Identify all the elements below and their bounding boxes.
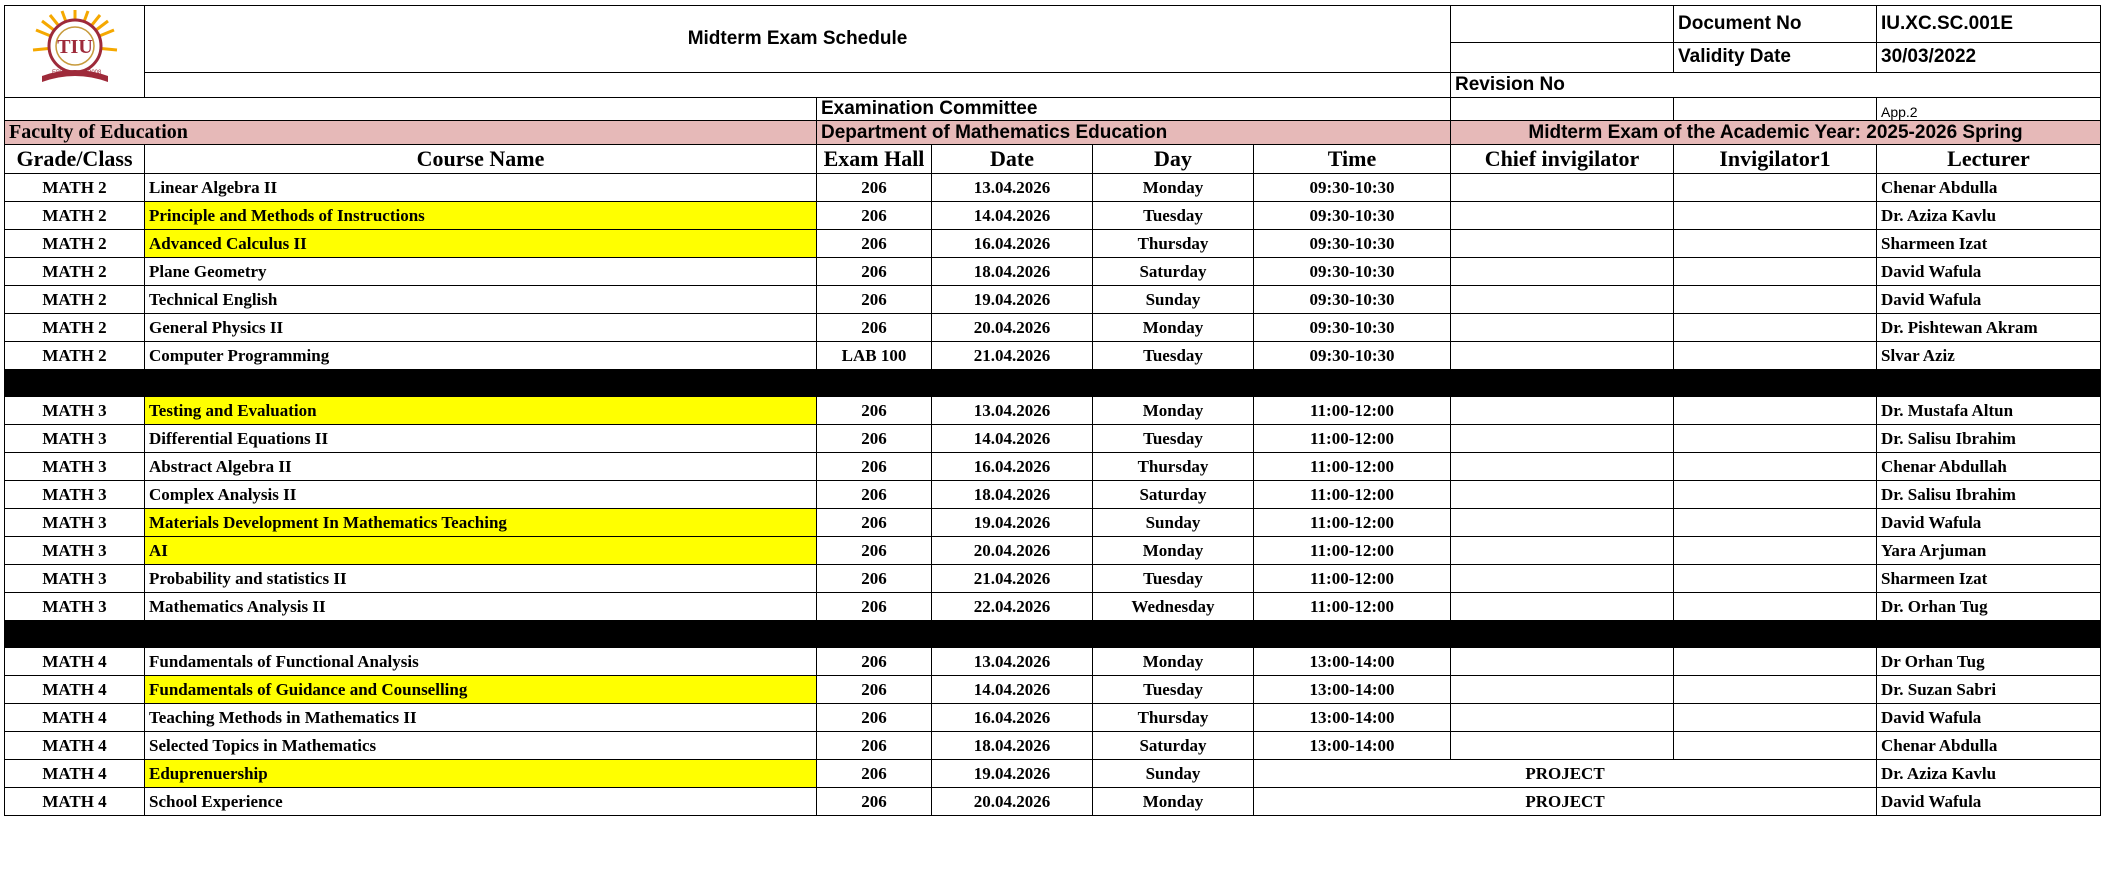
date-cell: 20.04.2026: [932, 314, 1093, 342]
date-cell: 22.04.2026: [932, 593, 1093, 621]
date-cell: 19.04.2026: [932, 509, 1093, 537]
committee-blank-cell: [5, 98, 817, 121]
hall-cell: 206: [817, 425, 932, 453]
day-cell: Sunday: [1093, 760, 1254, 788]
invigilator1-cell: [1674, 425, 1877, 453]
schedule-title: Midterm Exam Schedule: [145, 6, 1451, 73]
lecturer-cell: Dr. Mustafa Altun: [1877, 397, 2101, 425]
time-cell: 13:00-14:00: [1254, 732, 1451, 760]
table-row: [5, 342, 2101, 370]
col-date-header: Date: [932, 145, 1093, 174]
grade-cell: MATH 3: [5, 537, 145, 565]
course-cell: AI: [145, 537, 817, 565]
grade-cell: MATH 2: [5, 230, 145, 258]
day-cell: Tuesday: [1093, 676, 1254, 704]
lecturer-cell: David Wafula: [1877, 788, 2101, 816]
table-row: [5, 481, 2101, 509]
committee-blank-3: [1674, 98, 1877, 121]
day-cell: Monday: [1093, 174, 1254, 202]
app-label: App.2: [1877, 98, 2101, 121]
date-cell: 16.04.2026: [932, 704, 1093, 732]
svg-text:2008: 2008: [87, 70, 101, 76]
date-cell: 21.04.2026: [932, 565, 1093, 593]
invigilator1-cell: [1674, 230, 1877, 258]
course-cell: Computer Programming: [145, 342, 817, 370]
hall-cell: 206: [817, 286, 932, 314]
chief-invigilator-cell: [1451, 676, 1674, 704]
lecturer-cell: Dr. Aziza Kavlu: [1877, 202, 2101, 230]
date-cell: 21.04.2026: [932, 342, 1093, 370]
chief-invigilator-cell: [1451, 537, 1674, 565]
invigilator1-cell: [1674, 509, 1877, 537]
col-grade-header: Grade/Class: [5, 145, 145, 174]
lecturer-cell: Slvar Aziz: [1877, 342, 2101, 370]
hall-cell: 206: [817, 760, 932, 788]
group-separator: [5, 370, 2101, 397]
grade-cell: MATH 4: [5, 648, 145, 676]
chief-invigilator-cell: [1451, 202, 1674, 230]
document-no-label: Document No: [1674, 6, 1877, 43]
invigilator1-cell: [1674, 314, 1877, 342]
department-label: Department of Mathematics Education: [817, 121, 1451, 145]
separator-cell: [5, 370, 2101, 397]
col-invigilator1-header: Invigilator1: [1674, 145, 1877, 174]
date-cell: 13.04.2026: [932, 648, 1093, 676]
lecturer-cell: Dr. Pishtewan Akram: [1877, 314, 2101, 342]
date-cell: 16.04.2026: [932, 453, 1093, 481]
chief-invigilator-cell: [1451, 314, 1674, 342]
hall-cell: 206: [817, 230, 932, 258]
course-cell: Probability and statistics II: [145, 565, 817, 593]
invigilator1-cell: [1674, 481, 1877, 509]
col-hall-header: Exam Hall: [817, 145, 932, 174]
hall-cell: 206: [817, 732, 932, 760]
course-cell: Fundamentals of Guidance and Counselling: [145, 676, 817, 704]
grade-cell: MATH 3: [5, 593, 145, 621]
grade-cell: MATH 3: [5, 453, 145, 481]
date-cell: 19.04.2026: [932, 286, 1093, 314]
lecturer-cell: Dr. Suzan Sabri: [1877, 676, 2101, 704]
time-cell: 09:30-10:30: [1254, 174, 1451, 202]
day-cell: Monday: [1093, 314, 1254, 342]
lecturer-cell: Dr. Aziza Kavlu: [1877, 760, 2101, 788]
day-cell: Saturday: [1093, 481, 1254, 509]
chief-invigilator-cell: [1451, 732, 1674, 760]
separator-cell: [5, 621, 2101, 648]
hall-cell: 206: [817, 788, 932, 816]
day-cell: Monday: [1093, 397, 1254, 425]
grade-cell: MATH 3: [5, 481, 145, 509]
table-row: [5, 202, 2101, 230]
doc-blank-cell: [1451, 6, 1674, 43]
table-row: [5, 732, 2101, 760]
table-row: [5, 397, 2101, 425]
date-cell: 14.04.2026: [932, 202, 1093, 230]
lecturer-cell: Dr. Salisu Ibrahim: [1877, 425, 2101, 453]
date-cell: 20.04.2026: [932, 537, 1093, 565]
time-cell: 11:00-12:00: [1254, 593, 1451, 621]
hall-cell: 206: [817, 453, 932, 481]
chief-invigilator-cell: [1451, 174, 1674, 202]
table-row: [5, 676, 2101, 704]
day-cell: Tuesday: [1093, 342, 1254, 370]
chief-invigilator-cell: [1451, 397, 1674, 425]
university-logo-icon: [30, 6, 120, 92]
schedule-table: [4, 5, 2101, 816]
day-cell: Thursday: [1093, 230, 1254, 258]
hall-cell: 206: [817, 704, 932, 732]
course-cell: Complex Analysis II: [145, 481, 817, 509]
hall-cell: 206: [817, 648, 932, 676]
chief-invigilator-cell: [1451, 565, 1674, 593]
day-cell: Tuesday: [1093, 202, 1254, 230]
lecturer-cell: Sharmeen Izat: [1877, 565, 2101, 593]
table-row: [5, 788, 2101, 816]
invigilator1-cell: [1674, 397, 1877, 425]
grade-cell: MATH 2: [5, 314, 145, 342]
lecturer-cell: Yara Arjuman: [1877, 537, 2101, 565]
day-cell: Saturday: [1093, 732, 1254, 760]
table-row: [5, 537, 2101, 565]
invigilator1-cell: [1674, 342, 1877, 370]
invigilator1-cell: [1674, 565, 1877, 593]
grade-cell: MATH 4: [5, 788, 145, 816]
grade-cell: MATH 2: [5, 174, 145, 202]
lecturer-cell: Dr Orhan Tug: [1877, 648, 2101, 676]
exam-schedule-sheet: [4, 5, 2101, 816]
hall-cell: 206: [817, 314, 932, 342]
date-cell: 18.04.2026: [932, 481, 1093, 509]
hall-cell: 206: [817, 481, 932, 509]
course-cell: Fundamentals of Functional Analysis: [145, 648, 817, 676]
lecturer-cell: David Wafula: [1877, 509, 2101, 537]
col-course-header: Course Name: [145, 145, 817, 174]
hall-cell: 206: [817, 397, 932, 425]
day-cell: Sunday: [1093, 286, 1254, 314]
table-row: [5, 258, 2101, 286]
table-row: [5, 565, 2101, 593]
time-cell: 11:00-12:00: [1254, 453, 1451, 481]
validity-date-label: Validity Date: [1674, 42, 1877, 72]
chief-invigilator-cell: [1451, 593, 1674, 621]
grade-cell: MATH 2: [5, 342, 145, 370]
grade-cell: MATH 2: [5, 202, 145, 230]
project-cell: PROJECT: [1254, 788, 1877, 816]
validity-blank-cell: [1451, 42, 1674, 72]
hall-cell: 206: [817, 202, 932, 230]
academic-year-label: Midterm Exam of the Academic Year: 2025-2026 Spring: [1451, 121, 2101, 145]
grade-cell: MATH 3: [5, 425, 145, 453]
chief-invigilator-cell: [1451, 342, 1674, 370]
course-cell: Advanced Calculus II: [145, 230, 817, 258]
day-cell: Thursday: [1093, 453, 1254, 481]
logo: [5, 6, 145, 98]
invigilator1-cell: [1674, 676, 1877, 704]
group-separator: [5, 621, 2101, 648]
chief-invigilator-cell: [1451, 704, 1674, 732]
course-cell: Teaching Methods in Mathematics II: [145, 704, 817, 732]
time-cell: 13:00-14:00: [1254, 676, 1451, 704]
lecturer-cell: David Wafula: [1877, 258, 2101, 286]
table-row: [5, 453, 2101, 481]
lecturer-cell: Sharmeen Izat: [1877, 230, 2101, 258]
invigilator1-cell: [1674, 648, 1877, 676]
hall-cell: LAB 100: [817, 342, 932, 370]
lecturer-cell: Chenar Abdullah: [1877, 453, 2101, 481]
grade-cell: MATH 4: [5, 704, 145, 732]
day-cell: Sunday: [1093, 509, 1254, 537]
col-time-header: Time: [1254, 145, 1451, 174]
chief-invigilator-cell: [1451, 453, 1674, 481]
time-cell: 11:00-12:00: [1254, 481, 1451, 509]
date-cell: 16.04.2026: [932, 230, 1093, 258]
grade-cell: MATH 2: [5, 286, 145, 314]
invigilator1-cell: [1674, 453, 1877, 481]
course-cell: Linear Algebra II: [145, 174, 817, 202]
hall-cell: 206: [817, 565, 932, 593]
time-cell: 13:00-14:00: [1254, 704, 1451, 732]
document-no-value: IU.XC.SC.001E: [1877, 6, 2101, 43]
table-row: [5, 509, 2101, 537]
faculty-label: Faculty of Education: [5, 121, 817, 145]
committee-label: Examination Committee: [817, 98, 1451, 121]
date-cell: 18.04.2026: [932, 258, 1093, 286]
table-row: [5, 593, 2101, 621]
logo-initials: TIU: [56, 36, 93, 58]
grade-cell: MATH 2: [5, 258, 145, 286]
lecturer-cell: Chenar Abdulla: [1877, 732, 2101, 760]
invigilator1-cell: [1674, 732, 1877, 760]
time-cell: 11:00-12:00: [1254, 425, 1451, 453]
date-cell: 19.04.2026: [932, 760, 1093, 788]
date-cell: 13.04.2026: [932, 174, 1093, 202]
day-cell: Monday: [1093, 788, 1254, 816]
table-row: [5, 648, 2101, 676]
hall-cell: 206: [817, 676, 932, 704]
course-cell: School Experience: [145, 788, 817, 816]
course-cell: Plane Geometry: [145, 258, 817, 286]
revision-no-label: Revision No: [1451, 72, 2101, 98]
grade-cell: MATH 4: [5, 676, 145, 704]
lecturer-cell: Chenar Abdulla: [1877, 174, 2101, 202]
day-cell: Wednesday: [1093, 593, 1254, 621]
day-cell: Tuesday: [1093, 565, 1254, 593]
day-cell: Thursday: [1093, 704, 1254, 732]
course-cell: Selected Topics in Mathematics: [145, 732, 817, 760]
table-row: [5, 314, 2101, 342]
hall-cell: 206: [817, 258, 932, 286]
chief-invigilator-cell: [1451, 286, 1674, 314]
time-cell: 09:30-10:30: [1254, 314, 1451, 342]
course-cell: Principle and Methods of Instructions: [145, 202, 817, 230]
hall-cell: 206: [817, 174, 932, 202]
day-cell: Monday: [1093, 648, 1254, 676]
course-cell: General Physics II: [145, 314, 817, 342]
invigilator1-cell: [1674, 258, 1877, 286]
hall-cell: 206: [817, 537, 932, 565]
lecturer-cell: David Wafula: [1877, 704, 2101, 732]
svg-text:EBIL: EBIL: [51, 70, 65, 76]
lecturer-cell: David Wafula: [1877, 286, 2101, 314]
grade-cell: MATH 3: [5, 509, 145, 537]
chief-invigilator-cell: [1451, 648, 1674, 676]
table-row: [5, 760, 2101, 788]
chief-invigilator-cell: [1451, 258, 1674, 286]
time-cell: 09:30-10:30: [1254, 258, 1451, 286]
day-cell: Monday: [1093, 537, 1254, 565]
chief-invigilator-cell: [1451, 481, 1674, 509]
time-cell: 11:00-12:00: [1254, 537, 1451, 565]
hall-cell: 206: [817, 509, 932, 537]
project-cell: PROJECT: [1254, 760, 1877, 788]
course-cell: Eduprenuership: [145, 760, 817, 788]
time-cell: 09:30-10:30: [1254, 286, 1451, 314]
grade-cell: MATH 4: [5, 760, 145, 788]
date-cell: 14.04.2026: [932, 425, 1093, 453]
time-cell: 09:30-10:30: [1254, 230, 1451, 258]
day-cell: Saturday: [1093, 258, 1254, 286]
date-cell: 14.04.2026: [932, 676, 1093, 704]
invigilator1-cell: [1674, 202, 1877, 230]
chief-invigilator-cell: [1451, 425, 1674, 453]
invigilator1-cell: [1674, 286, 1877, 314]
course-cell: Testing and Evaluation: [145, 397, 817, 425]
course-cell: Materials Development In Mathematics Teaching: [145, 509, 817, 537]
table-row: [5, 230, 2101, 258]
chief-invigilator-cell: [1451, 509, 1674, 537]
lecturer-cell: Dr. Salisu Ibrahim: [1877, 481, 2101, 509]
course-cell: Technical English: [145, 286, 817, 314]
table-row: [5, 174, 2101, 202]
invigilator1-cell: [1674, 537, 1877, 565]
invigilator1-cell: [1674, 593, 1877, 621]
hall-cell: 206: [817, 593, 932, 621]
course-cell: Abstract Algebra II: [145, 453, 817, 481]
time-cell: 09:30-10:30: [1254, 202, 1451, 230]
time-cell: 09:30-10:30: [1254, 342, 1451, 370]
grade-cell: MATH 4: [5, 732, 145, 760]
invigilator1-cell: [1674, 174, 1877, 202]
col-chief-header: Chief invigilator: [1451, 145, 1674, 174]
invigilator1-cell: [1674, 704, 1877, 732]
grade-cell: MATH 3: [5, 397, 145, 425]
time-cell: 11:00-12:00: [1254, 509, 1451, 537]
time-cell: 11:00-12:00: [1254, 565, 1451, 593]
time-cell: 11:00-12:00: [1254, 397, 1451, 425]
chief-invigilator-cell: [1451, 230, 1674, 258]
validity-date-value: 30/03/2022: [1877, 42, 2101, 72]
title-blank-cell: [145, 72, 1451, 98]
lecturer-cell: Dr. Orhan Tug: [1877, 593, 2101, 621]
date-cell: 13.04.2026: [932, 397, 1093, 425]
day-cell: Tuesday: [1093, 425, 1254, 453]
grade-cell: MATH 3: [5, 565, 145, 593]
date-cell: 18.04.2026: [932, 732, 1093, 760]
table-row: [5, 704, 2101, 732]
date-cell: 20.04.2026: [932, 788, 1093, 816]
committee-blank-2: [1451, 98, 1674, 121]
table-row: [5, 425, 2101, 453]
table-row: [5, 286, 2101, 314]
col-day-header: Day: [1093, 145, 1254, 174]
col-lecturer-header: Lecturer: [1877, 145, 2101, 174]
course-cell: Mathematics Analysis II: [145, 593, 817, 621]
time-cell: 13:00-14:00: [1254, 648, 1451, 676]
course-cell: Differential Equations II: [145, 425, 817, 453]
